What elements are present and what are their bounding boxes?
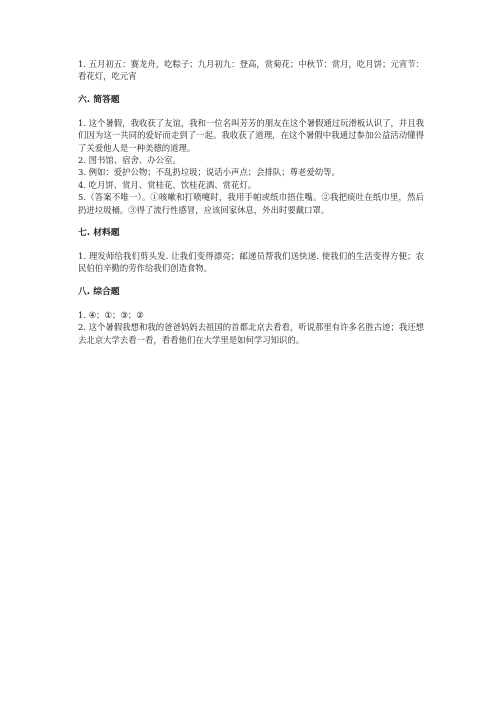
section-heading: 六. 简答题 [78,94,120,105]
answer-item: 5.（答案不唯一）。①咳嗽和打喷嚏时，我用手帕或纸巾捂住嘴。②我把痰吐在纸巾里，然后扔进垃圾桶。③得了流行性感冒，应该回家休息，外出时要戴口罩。 [78,192,424,215]
section-heading: 七. 材料题 [78,228,120,239]
answer-item: 2. 这个暑假我想和我的爸爸妈妈去祖国的首都北京去看看，听说那里有许多名胜古迹；我还想去北京大学去看一看，看看他们在大学里是如何学习知识的。 [78,322,424,345]
answer-item: 1. 这个暑假，我收获了友谊，我和一位名叫芳芳的朋友在这个暑假通过玩滑板认识了，并且我们因为这一共同的爱好而走到了一起。我收获了道理，在这个暑假中我通过参加公益活动懂得了关爱他人是一种美德的道理。 [78,117,424,153]
section-comprehensive [78,286,424,346]
answer-item: 3. 例如：爱护公物；不乱扔垃圾；说话小声点；会排队；尊老爱幼等。 [78,167,340,178]
answer-item: 1. 理发师给我们剪头发. 让我们变得漂亮；邮递员帮我们送快递. 使我们的生活变得方便；农民伯伯辛勤的劳作给我们创造食物。 [78,251,424,274]
section-heading: 八. 综合题 [78,286,120,297]
section-fill-in [78,58,424,83]
answer-item: 2. 图书馆、宿舍、办公室。 [78,155,181,166]
answer-item: 4. 吃月饼、赏月、赏桂花、饮桂花酒、赏花灯。 [78,179,257,190]
section-short-answer [78,94,424,216]
answer-item: 1. 五月初五：赛龙舟，吃粽子；九月初九：登高，赏菊花；中秋节：赏月，吃月饼；元宵节：看花灯，吃元宵 [78,59,424,82]
section-material [78,227,424,275]
answer-item: 1. ④；①；③；② [78,309,144,320]
answer-document [78,58,424,346]
